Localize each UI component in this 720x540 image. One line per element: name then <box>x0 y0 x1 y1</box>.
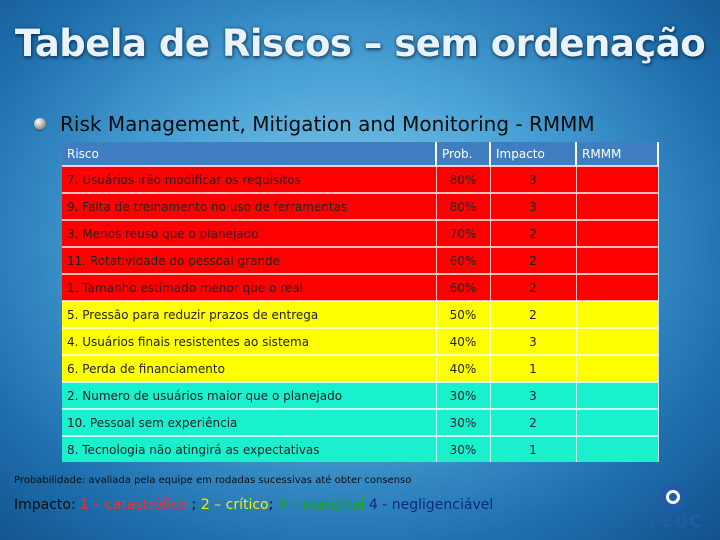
risk-cell: 8. Tecnologia não atingirá as expectativas <box>62 436 436 462</box>
impact-legend-item: 1 – catastrófico <box>80 497 188 513</box>
probability-note: Probabilidade: avaliada pela equipe em rodadas sucessivas até obter consenso <box>14 475 412 486</box>
header-prob: Prob. <box>436 142 490 166</box>
table-row <box>62 328 658 355</box>
rmmm-cell <box>576 247 658 274</box>
risk-cell: 9. Falta de treinamento no uso de ferramentas <box>62 193 436 220</box>
prob-cell: 30% <box>436 382 490 409</box>
rmmm-cell <box>576 166 658 193</box>
prob-cell: 70% <box>436 220 490 247</box>
rmmm-cell <box>576 382 658 409</box>
table-row <box>62 436 658 462</box>
impact-legend-item: 2 – crítico <box>200 497 269 513</box>
slide-title: Tabela de Riscos – sem ordenação <box>14 22 706 65</box>
impact-cell: 2 <box>490 301 576 328</box>
impact-cell: 1 <box>490 436 576 462</box>
risk-cell: 3. Menos reuso que o planejado <box>62 220 436 247</box>
risk-cell: 6. Perda de financiamento <box>62 355 436 382</box>
feuc-logo <box>634 482 718 540</box>
impact-cell: 2 <box>490 247 576 274</box>
impact-cell: 1 <box>490 355 576 382</box>
prob-cell: 30% <box>436 436 490 462</box>
impact-cell: 3 <box>490 166 576 193</box>
impact-legend-prefix: Impacto: <box>14 497 81 513</box>
table-row <box>62 301 658 328</box>
table-row <box>62 355 658 382</box>
table-row <box>62 166 658 193</box>
prob-cell: 30% <box>436 409 490 436</box>
rmmm-cell <box>576 436 658 462</box>
impact-cell: 3 <box>490 193 576 220</box>
risk-table-body <box>62 166 658 462</box>
risk-table <box>62 142 659 462</box>
rmmm-cell <box>576 409 658 436</box>
risk-cell: 5. Pressão para reduzir prazos de entrega <box>62 301 436 328</box>
prob-cell: 40% <box>436 328 490 355</box>
impact-legend-item: ; <box>268 497 278 513</box>
rmmm-cell <box>576 301 658 328</box>
impact-cell: 2 <box>490 220 576 247</box>
subtitle-row <box>34 112 595 136</box>
prob-cell: 80% <box>436 193 490 220</box>
risk-cell: 11. Rotatividade do pessoal grande <box>62 247 436 274</box>
table-row <box>62 193 658 220</box>
impact-cell: 3 <box>490 328 576 355</box>
risk-cell: 7. Usuários irão modificar os requisitos <box>62 166 436 193</box>
header-impacto: Impacto <box>490 142 576 166</box>
table-header-row <box>62 142 658 166</box>
prob-cell: 60% <box>436 274 490 301</box>
feuc-logo-text: FEUC <box>649 512 703 532</box>
prob-cell: 50% <box>436 301 490 328</box>
header-risco: Risco <box>62 142 436 166</box>
header-rmmm: RMMM <box>576 142 658 166</box>
prob-cell: 60% <box>436 247 490 274</box>
bullet-icon <box>34 118 46 130</box>
feuc-logo-icon <box>660 484 686 510</box>
table-row <box>62 247 658 274</box>
impact-cell: 2 <box>490 274 576 301</box>
risk-cell: 1. Tamanho estimado menor que o real <box>62 274 436 301</box>
impact-cell: 2 <box>490 409 576 436</box>
impact-cell: 3 <box>490 382 576 409</box>
table-row <box>62 220 658 247</box>
risk-cell: 2. Numero de usuários maior que o planejado <box>62 382 436 409</box>
rmmm-cell <box>576 274 658 301</box>
rmmm-cell <box>576 328 658 355</box>
slide-subtitle: Risk Management, Mitigation and Monitoring - RMMM <box>60 112 595 136</box>
table-row <box>62 409 658 436</box>
risk-cell: 4. Usuários finais resistentes ao sistema <box>62 328 436 355</box>
impact-legend-item: ; <box>187 497 201 513</box>
prob-cell: 80% <box>436 166 490 193</box>
impact-legend-item: 4 - negligenciável <box>368 497 494 513</box>
impact-legend <box>14 497 493 513</box>
prob-cell: 40% <box>436 355 490 382</box>
table-row <box>62 382 658 409</box>
table-row <box>62 274 658 301</box>
impact-legend-items <box>80 497 493 513</box>
rmmm-cell <box>576 193 658 220</box>
impact-legend-item: 3 – marginal <box>277 497 365 513</box>
rmmm-cell <box>576 355 658 382</box>
rmmm-cell <box>576 220 658 247</box>
risk-cell: 10. Pessoal sem experiência <box>62 409 436 436</box>
